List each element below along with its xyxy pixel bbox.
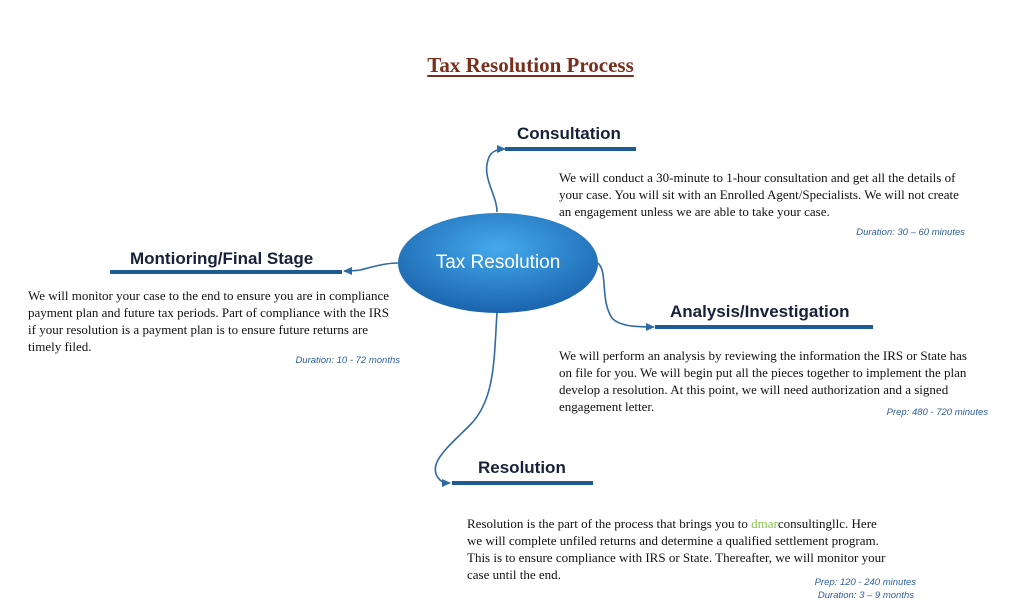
- resolution-bar: [452, 481, 593, 485]
- text-line: We will monitor your case to the end to ensure you are in compliance: [28, 288, 390, 303]
- text-line: This is to ensure compliance with IRS or State. Thereafter, we will monitor your: [467, 550, 886, 565]
- monitoring-text: [28, 287, 389, 355]
- text-line: We will perform an analysis by reviewing the information the IRS or State has: [559, 348, 967, 363]
- text-line: case until the end.: [467, 567, 561, 582]
- brand-name-rest: consultingllc.: [777, 516, 849, 531]
- brand-name-highlight: dmar: [751, 516, 778, 531]
- text-line: if your resolution is a payment plan is to ensure future returns are: [28, 322, 369, 337]
- text-fragment: Here: [848, 516, 877, 531]
- text-line: develop a resolution. At this point, we will need authorization and a signed: [559, 382, 949, 397]
- resolution-text: [467, 515, 885, 583]
- text-line: payment plan and future tax periods. Part of compliance with the IRS: [28, 305, 390, 320]
- consultation-text: [559, 169, 959, 220]
- monitoring-duration: Duration: 10 - 72 months: [295, 355, 400, 366]
- text-line: your case. You will sit with an Enrolled Agent/Specialists. We will not create: [559, 187, 959, 202]
- analysis-duration: Prep: 480 - 720 minutes: [886, 407, 988, 418]
- monitoring-heading: Montioring/Final Stage: [130, 249, 314, 268]
- page-title: Tax Resolution Process: [427, 53, 634, 77]
- connector-consultation: [487, 149, 505, 212]
- resolution-duration: Duration: 3 – 9 months: [817, 590, 914, 601]
- text-line: engagement letter.: [559, 399, 655, 414]
- text-fragment: Resolution is the part of the process that brings you to: [467, 516, 752, 531]
- analysis-text: [559, 347, 967, 415]
- resolution-prep: Prep: 120 - 240 minutes: [814, 577, 916, 588]
- connector-analysis: [598, 263, 654, 327]
- text-line: an engagement unless we are able to take your case.: [559, 204, 830, 219]
- consultation-bar: [505, 147, 636, 151]
- center-label: Tax Resolution: [435, 252, 561, 273]
- resolution-heading: Resolution: [478, 458, 566, 477]
- text-line: [467, 515, 885, 532]
- text-line: on file for you. We will begin put all the pieces together to implement the plan: [559, 365, 967, 380]
- text-line: We will conduct a 30-minute to 1-hour consultation and get all the details of: [559, 170, 956, 185]
- text-line: we will complete unfiled returns and determine a qualified settlement program.: [467, 533, 879, 548]
- consultation-duration: Duration: 30 – 60 minutes: [856, 227, 965, 238]
- connector-monitoring: [344, 263, 398, 271]
- text-line: timely filed.: [28, 339, 92, 354]
- analysis-bar: [655, 325, 873, 329]
- analysis-heading: Analysis/Investigation: [670, 302, 850, 321]
- monitoring-bar: [110, 270, 342, 274]
- consultation-heading: Consultation: [517, 124, 621, 143]
